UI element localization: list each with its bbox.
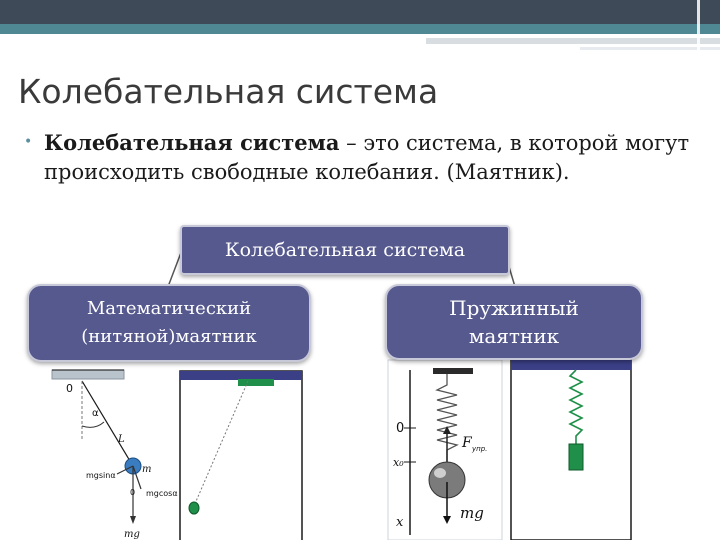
label-weight: mg <box>124 529 140 540</box>
node-math-line2: (нитяной)маятник <box>81 326 257 347</box>
node-math-line1: Математический <box>86 298 252 319</box>
spring-label-force-sub: упр. <box>472 445 488 453</box>
spring-label-origin: 0 <box>396 421 405 436</box>
page-title: Колебательная система <box>18 72 439 111</box>
label-pivot: 0 <box>66 382 73 395</box>
bullet-icon: • <box>24 134 33 150</box>
angle-arc <box>82 422 104 427</box>
spring-label-x0: x₀ <box>393 456 404 469</box>
label-angle: α <box>92 408 99 419</box>
definition-body: – это система, в которой могут происходить свободные колебания. (Маятник). <box>44 131 690 184</box>
node-spring-line2: маятник <box>468 324 560 348</box>
spring-ceiling <box>433 368 473 374</box>
definition-term: Колебательная система <box>44 130 340 155</box>
node-spring-line1: Пружинный <box>449 296 579 320</box>
label-normal: mgcosα <box>146 489 178 498</box>
pendulum-animation-frame <box>180 371 302 540</box>
animation-bob <box>189 502 199 514</box>
pendulum-diagram <box>52 370 178 540</box>
pendulum-string <box>82 381 133 466</box>
node-math-pendulum <box>27 284 311 362</box>
spring-label-weight: mg <box>460 504 484 522</box>
node-spring-pendulum <box>385 284 643 360</box>
label-center: 0 <box>130 488 136 497</box>
spring-label-axis: x <box>396 515 404 530</box>
root-node: Колебательная система <box>180 225 510 275</box>
pendulum-ceiling <box>52 370 124 379</box>
label-length: L <box>118 434 125 445</box>
animation-weight <box>569 444 583 470</box>
spring-animation-frame <box>511 360 631 540</box>
spring-diagram <box>388 360 502 540</box>
label-tangential: mgsinα <box>86 471 116 480</box>
spring-label-force: F <box>462 435 472 451</box>
animation-support <box>238 379 274 386</box>
label-mass: m <box>142 464 152 475</box>
